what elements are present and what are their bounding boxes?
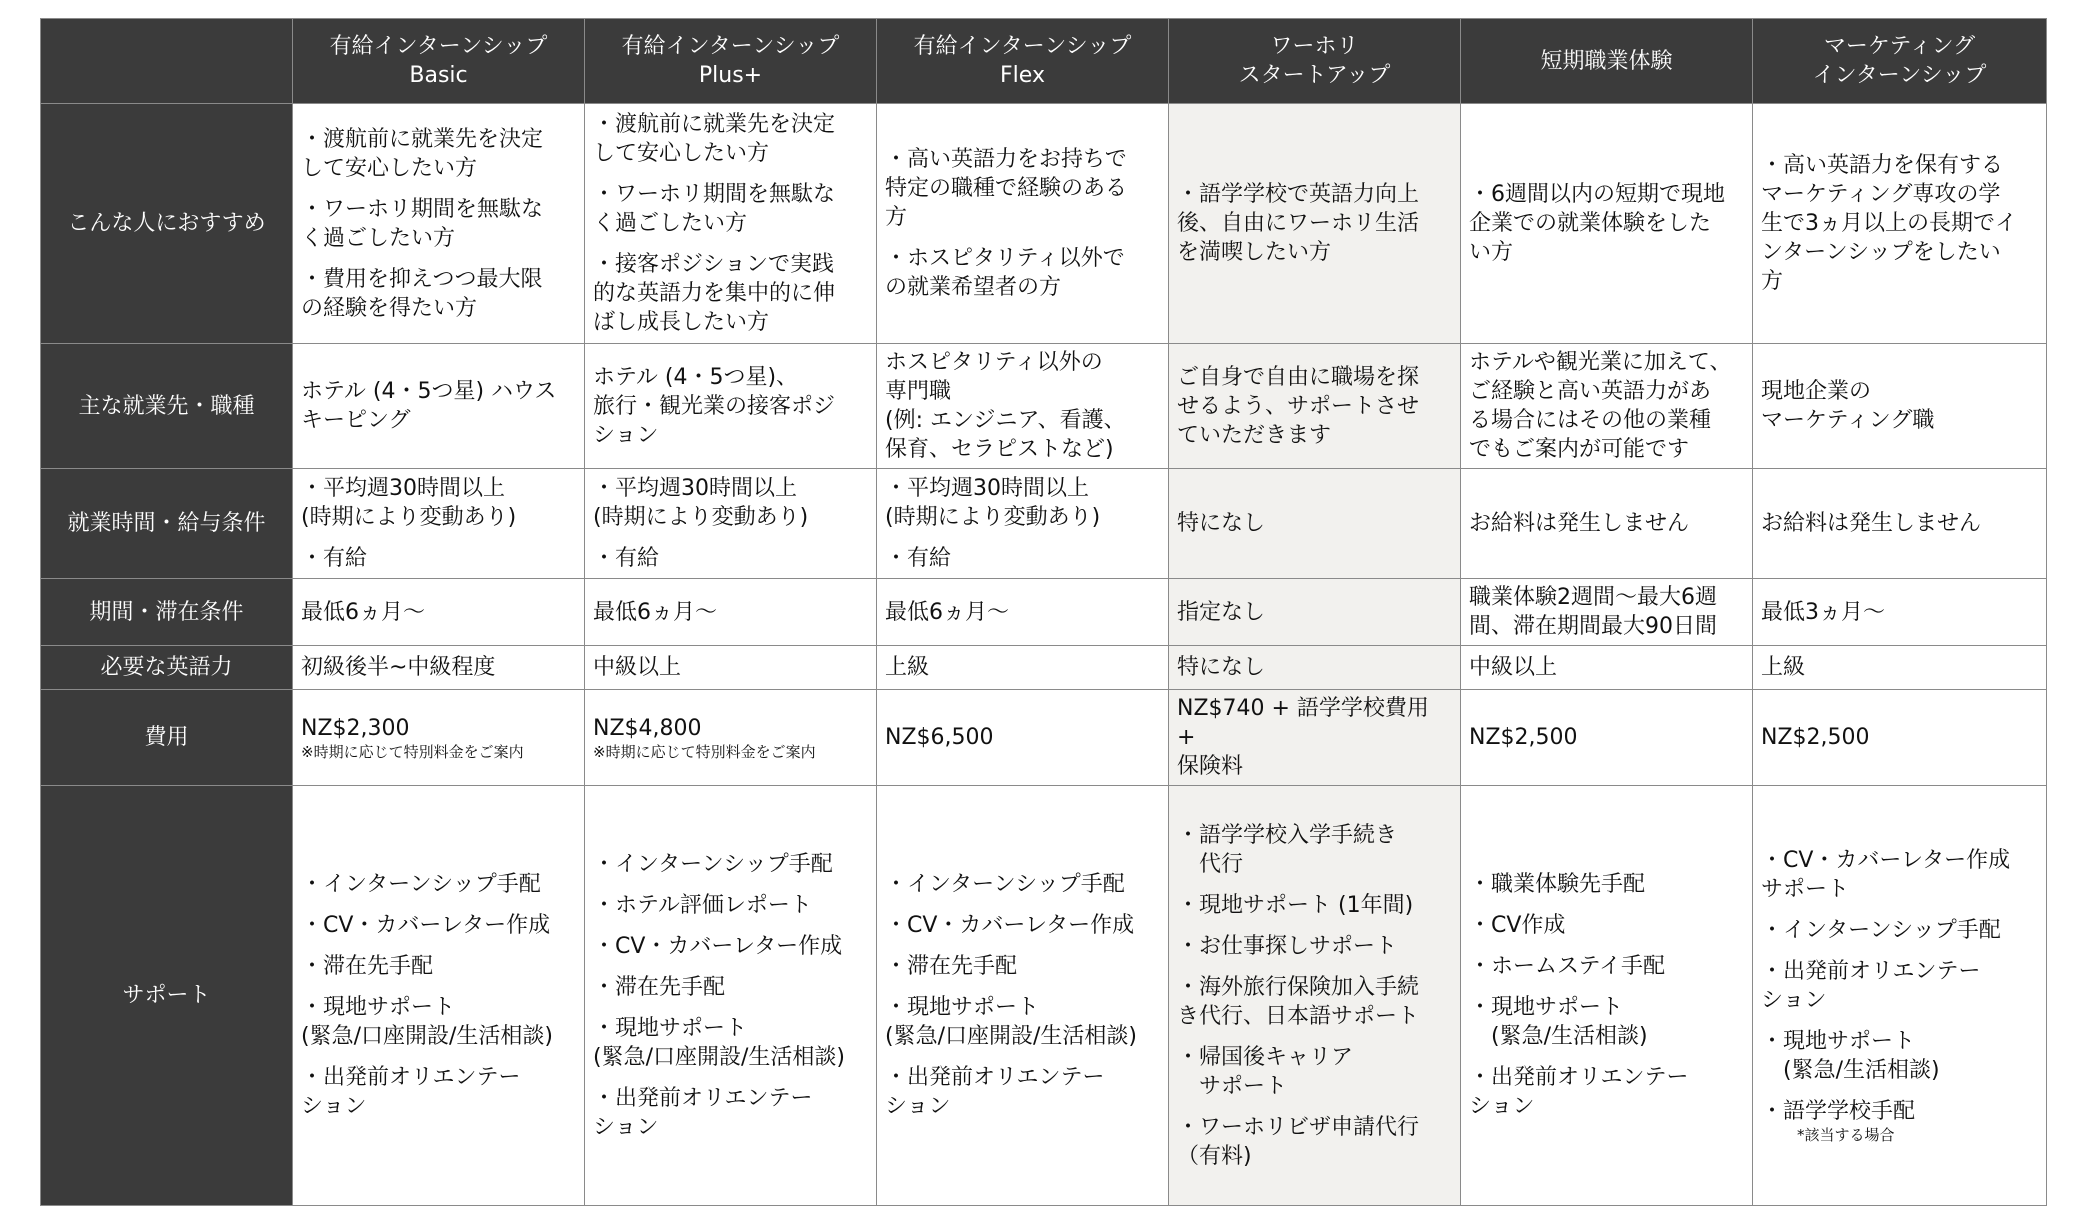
cell-text-line: 間、滞在期間最大90日間 (1469, 614, 1717, 639)
column-header-line: 有給インターンシップ (621, 34, 840, 59)
cell-text-line: ・CV・カバーレター作成 (593, 933, 843, 959)
cell-text-line: 保険料 (1177, 754, 1244, 779)
cell-text-line: (緊急/生活相談) (1761, 1058, 1940, 1083)
cell-note: ※時期に応じて特別料金をご案内 (301, 742, 524, 761)
table-cell (585, 344, 877, 469)
cell-text-line: の経験を得たい方 (301, 295, 478, 321)
cell-text-line: ・ワーホリ期間を無駄な (593, 182, 836, 207)
cell-text-line: ション (301, 1094, 367, 1119)
table-cell (1753, 646, 2047, 690)
cell-text-line: ・海外旅行保険加入手続 (1177, 974, 1420, 1000)
table-cell (1461, 469, 1753, 579)
table-row (41, 690, 2047, 786)
cell-text-line: せるよう、サポートさせ (1177, 393, 1420, 419)
cell-text-line: い方 (1469, 240, 1514, 265)
paragraph-gap (593, 532, 868, 544)
cell-text-line: ・現地サポート (301, 995, 456, 1020)
column-header-4 (1461, 19, 1753, 104)
cell-text-line: ・平均週30時間以上 (593, 476, 797, 501)
cell-text-line: (時期により変動あり) (885, 505, 1101, 530)
cell-note: ※時期に応じて特別料金をご案内 (593, 742, 816, 761)
cell-text-line: NZ$740 + 語学学校費用 + (1177, 696, 1429, 750)
cell-text-line: でもご案内が可能です (1469, 437, 1690, 462)
cell-text-line: 最低3ヵ月〜 (1761, 599, 1885, 625)
cell-text-line: ホテルや観光業に加えて、 (1469, 350, 1732, 375)
cell-text-line: ・平均週30時間以上 (301, 476, 505, 501)
column-header-line: マーケティング (1823, 34, 1976, 59)
cell-text-line: ・出発前オリエンテー (1761, 959, 1981, 984)
cell-text-line: サポート (1761, 877, 1850, 902)
cell-text-line: ・ワーホリビザ申請代行 (1177, 1114, 1420, 1140)
table-cell (293, 104, 585, 344)
paragraph-gap (885, 981, 1160, 993)
cell-text-line: ホスピタリティ以外の (885, 350, 1103, 375)
column-header-line: ワーホリ (1270, 34, 1359, 59)
row-header: サポート (41, 786, 293, 1206)
cell-text-line: ・現地サポート (1469, 995, 1624, 1020)
cell-text-line: ・語学学校で英語力向上 (1177, 182, 1420, 207)
column-header-line: インターンシップ (1812, 63, 1987, 88)
cell-text-line: ・高い英語力をお持ちで (885, 147, 1127, 172)
cell-text-line: して安心したい方 (593, 141, 770, 166)
cell-text-line: ・語学学校入学手続き (1177, 822, 1398, 848)
cell-text-line: NZ$6,500 (885, 725, 994, 750)
cell-text-line: ・出発前オリエンテー (885, 1065, 1105, 1090)
table-cell (585, 469, 877, 579)
cell-text-line: 上級 (1761, 655, 1806, 680)
column-header-3 (1169, 19, 1461, 104)
paragraph-gap (593, 1002, 868, 1014)
cell-text-line: ご経験と高い英語力があ (1469, 379, 1712, 404)
cell-text-line: ・滞在先手配 (593, 974, 726, 1000)
cell-text-line: して安心したい方 (301, 155, 478, 181)
paragraph-gap (301, 899, 576, 911)
cell-text-line: 企業での就業体験をした (1469, 211, 1712, 236)
table-cell (877, 646, 1169, 690)
cell-text-line: ション (885, 1094, 951, 1119)
column-header-line: 有給インターンシップ (913, 34, 1132, 59)
paragraph-gap (885, 940, 1160, 952)
cell-text-line: お給料は発生しません (1469, 511, 1690, 536)
cell-text-line: 指定なし (1177, 599, 1266, 625)
cell-text-line: 方 (1761, 269, 1784, 294)
paragraph-gap (301, 253, 576, 265)
cell-text-line: キーピング (301, 408, 411, 433)
comparison-table (40, 18, 2047, 1206)
cell-text-line: 中級以上 (1469, 655, 1558, 680)
cell-text-line: NZ$2,500 (1469, 725, 1578, 750)
cell-text-line: ・出発前オリエンテー (1469, 1065, 1689, 1090)
table-cell (293, 344, 585, 469)
table-cell (1461, 344, 1753, 469)
cell-text-line: ・CV・カバーレター作成 (885, 913, 1135, 938)
paragraph-gap (301, 981, 576, 993)
cell-text-line: ホテル (4・5つ星) ハウス (301, 379, 557, 404)
cell-text-line: 特になし (1177, 511, 1266, 536)
cell-text-line: ・接客ポジションで実践 (593, 252, 835, 277)
cell-text-line: ・平均週30時間以上 (885, 476, 1089, 501)
cell-text-line: ・CV・カバーレター作成 (301, 913, 551, 938)
cell-text-line: ・有給 (301, 546, 368, 571)
table-cell (877, 786, 1169, 1206)
cell-text-line: ・滞在先手配 (885, 954, 1018, 979)
cell-text-line: 保育、セラピストなど) (885, 437, 1114, 462)
cell-text-line: ・CV・カバーレター作成 (1761, 848, 2011, 873)
table-cell (585, 104, 877, 344)
cell-text-line: 専門職 (885, 379, 952, 404)
cell-text-line: 初級後半~中級程度 (301, 655, 496, 680)
table-cell (585, 690, 877, 786)
corner-cell (41, 19, 293, 104)
cell-text-line: ・渡航前に就業先を決定 (593, 112, 836, 137)
cell-text-line: 旅行・観光業の接客ポジ (593, 393, 836, 419)
column-header-line: 有給インターンシップ (329, 34, 548, 59)
table-row (41, 646, 2047, 690)
cell-text-line: ・ホスピタリティ以外で (885, 246, 1125, 271)
table-row (41, 579, 2047, 646)
table-cell (1461, 104, 1753, 344)
table-row (41, 344, 2047, 469)
cell-text-line: NZ$2,300 (301, 715, 410, 741)
cell-text-line: ・現地サポート (1761, 1029, 1916, 1054)
cell-text-line: ・現地サポート (885, 995, 1040, 1020)
table-cell (585, 646, 877, 690)
table-row (41, 786, 2047, 1206)
cell-text-line: 現地企業の (1761, 379, 1872, 404)
cell-text-line: ・インターンシップ手配 (885, 872, 1125, 897)
cell-text-line: ばし成長したい方 (593, 310, 770, 335)
cell-text-line: (緊急/生活相談) (1469, 1024, 1648, 1049)
row-header: こんな人におすすめ (41, 104, 293, 344)
cell-text-line: (緊急/口座開設/生活相談) (301, 1024, 553, 1049)
row-header: 就業時間・給与条件 (41, 469, 293, 579)
table-cell (1753, 104, 2047, 344)
cell-text-line: 特定の職種で経験のある (885, 176, 1128, 201)
cell-text-line: ・渡航前に就業先を決定 (301, 126, 544, 152)
table-cell (293, 646, 585, 690)
cell-text-line: の就業希望者の方 (885, 275, 1062, 300)
cell-text-line: ション (593, 1114, 659, 1140)
cell-text-line: く過ごしたい方 (301, 225, 456, 251)
table-cell (293, 579, 585, 646)
cell-text-line: 最低6ヵ月〜 (885, 599, 1009, 625)
table-cell (877, 690, 1169, 786)
cell-text-line: 最低6ヵ月〜 (301, 599, 425, 625)
cell-text-line: ・現地サポート (593, 1015, 748, 1041)
table-cell (1753, 690, 2047, 786)
cell-text-line: き代行、日本語サポート (1177, 1003, 1420, 1029)
cell-text-line: 上級 (885, 655, 930, 680)
paragraph-gap (1469, 1051, 1744, 1063)
cell-text-line: 代行 (1177, 851, 1244, 877)
cell-text-line: ンターンシップをしたい (1761, 240, 2001, 265)
cell-text-line: ・ホームステイ手配 (1469, 954, 1666, 979)
table-row (41, 104, 2047, 344)
paragraph-gap (301, 183, 576, 195)
cell-text-line: 後、自由にワーホリ生活 (1177, 211, 1420, 236)
table-cell (1169, 104, 1461, 344)
table-cell (1169, 344, 1461, 469)
cell-text-line: ・ワーホリ期間を無駄な (301, 196, 544, 222)
table-cell (1753, 469, 2047, 579)
paragraph-gap (593, 1072, 868, 1084)
cell-text-line: (緊急/口座開設/生活相談) (885, 1024, 1137, 1049)
column-header-0 (293, 19, 585, 104)
cell-text-line: 的な英語力を集中的に伸 (593, 281, 836, 306)
table-cell (1169, 469, 1461, 579)
table-cell (585, 786, 877, 1206)
cell-text-line: ション (1761, 988, 1827, 1013)
paragraph-gap (593, 879, 868, 891)
paragraph-gap (885, 232, 1160, 244)
table-cell (293, 786, 585, 1206)
cell-text-line: 最低6ヵ月〜 (593, 599, 717, 625)
cell-text-line: (時期により変動あり) (301, 505, 517, 530)
cell-text-line: NZ$4,800 (593, 715, 702, 741)
cell-text-line: (例: エンジニア、看護、 (885, 408, 1126, 433)
cell-text-line: ・インターンシップ手配 (593, 851, 833, 877)
table-cell (1461, 786, 1753, 1206)
cell-text-line: ・出発前オリエンテー (593, 1085, 813, 1111)
paragraph-gap (301, 532, 576, 544)
cell-text-line: ホテル (4・5つ星)、 (593, 364, 799, 390)
column-header-line: 短期職業体験 (1540, 48, 1673, 74)
table-cell (293, 690, 585, 786)
paragraph-gap (885, 899, 1160, 911)
cell-text-line: ション (593, 422, 659, 448)
table-cell (877, 104, 1169, 344)
cell-text-line: ・帰国後キャリア (1177, 1044, 1354, 1070)
column-header-line: スタートアップ (1238, 63, 1391, 88)
paragraph-gap (593, 238, 868, 250)
paragraph-gap (1177, 920, 1452, 932)
table-cell (877, 469, 1169, 579)
cell-text-line: 職業体験2週間〜最大6週 (1469, 585, 1717, 610)
cell-text-line: 方 (885, 205, 908, 230)
cell-text-line: 特になし (1177, 655, 1266, 680)
paragraph-gap (885, 1051, 1160, 1063)
cell-text-line: (緊急/口座開設/生活相談) (593, 1044, 845, 1070)
cell-text-line: ・現地サポート (1年間) (1177, 892, 1414, 918)
cell-text-line: マーケティング専攻の学 (1761, 182, 2001, 207)
row-header: 費用 (41, 690, 293, 786)
cell-text-line: サポート (1177, 1073, 1288, 1099)
cell-text-line: ・職業体験先手配 (1469, 872, 1646, 897)
cell-text-line: ・インターンシップ手配 (1761, 918, 2001, 943)
table-cell (1753, 786, 2047, 1206)
table-cell (877, 579, 1169, 646)
cell-text-line: ・語学学校手配 (1761, 1099, 1916, 1124)
table-cell (1753, 579, 2047, 646)
cell-text-line: く過ごしたい方 (593, 211, 748, 236)
cell-text-line: (時期により変動あり) (593, 505, 809, 530)
cell-text-line: る場合にはその他の業種 (1469, 408, 1712, 433)
paragraph-gap (1469, 899, 1744, 911)
table-cell (1753, 344, 2047, 469)
cell-text-line: ご自身で自由に職場を探 (1177, 364, 1420, 390)
table-cell (1461, 690, 1753, 786)
cell-text-line: ・有給 (593, 546, 660, 571)
row-header: 期間・滞在条件 (41, 579, 293, 646)
cell-text-line: ・費用を抑えつつ最大限 (301, 266, 543, 292)
cell-text-line: ション (1469, 1094, 1535, 1119)
paragraph-gap (885, 532, 1160, 544)
paragraph-gap (1761, 904, 2038, 916)
table-cell (1169, 690, 1461, 786)
paragraph-gap (593, 961, 868, 973)
cell-text-line: ・有給 (885, 546, 952, 571)
table-row (41, 469, 2047, 579)
cell-text-line: ・出発前オリエンテー (301, 1065, 521, 1090)
paragraph-gap (1761, 945, 2038, 957)
column-header-1 (585, 19, 877, 104)
paragraph-gap (1177, 1101, 1452, 1113)
cell-text-line: ・CV作成 (1469, 913, 1566, 938)
cell-text-line: ・ホテル評価レポート (593, 892, 812, 918)
cell-text-line: ・滞在先手配 (301, 954, 434, 979)
paragraph-gap (1177, 1031, 1452, 1043)
cell-text-line: マーケティング職 (1761, 408, 1935, 433)
cell-text-line: を満喫したい方 (1177, 240, 1332, 265)
paragraph-gap (301, 940, 576, 952)
cell-text-line: （有料) (1177, 1143, 1252, 1169)
cell-text-line: お給料は発生しません (1761, 511, 1982, 536)
row-header: 主な就業先・職種 (41, 344, 293, 469)
column-header-2 (877, 19, 1169, 104)
table-cell (1169, 579, 1461, 646)
column-header-line: Flex (1000, 63, 1045, 88)
cell-text-line: NZ$2,500 (1761, 725, 1870, 750)
table-cell (1169, 646, 1461, 690)
paragraph-gap (593, 168, 868, 180)
paragraph-gap (301, 1051, 576, 1063)
cell-note: *該当する場合 (1797, 1126, 1895, 1144)
table-cell (293, 469, 585, 579)
cell-text-line: 生で3ヵ月以上の長期でイ (1761, 211, 2017, 236)
table-cell (1461, 646, 1753, 690)
cell-text-line: 中級以上 (593, 655, 682, 680)
table-cell (877, 344, 1169, 469)
cell-text-line: ・6週間以内の短期で現地 (1469, 182, 1725, 207)
cell-text-line: ・インターンシップ手配 (301, 872, 541, 897)
row-header: 必要な英語力 (41, 646, 293, 690)
paragraph-gap (1761, 1015, 2038, 1027)
table-cell (1461, 579, 1753, 646)
paragraph-gap (1177, 879, 1452, 891)
header-row (41, 19, 2047, 104)
paragraph-gap (1177, 961, 1452, 973)
column-header-line: Plus+ (698, 63, 763, 88)
table-cell (1169, 786, 1461, 1206)
table-cell (585, 579, 877, 646)
cell-text-line: ・お仕事探しサポート (1177, 933, 1398, 959)
cell-text-line: ていただきます (1177, 422, 1332, 448)
column-header-5 (1753, 19, 2047, 104)
cell-text-line: ・高い英語力を保有する (1761, 153, 2004, 178)
paragraph-gap (1469, 981, 1744, 993)
paragraph-gap (1761, 1085, 2038, 1097)
paragraph-gap (1469, 940, 1744, 952)
column-header-line: Basic (409, 63, 468, 88)
paragraph-gap (593, 920, 868, 932)
